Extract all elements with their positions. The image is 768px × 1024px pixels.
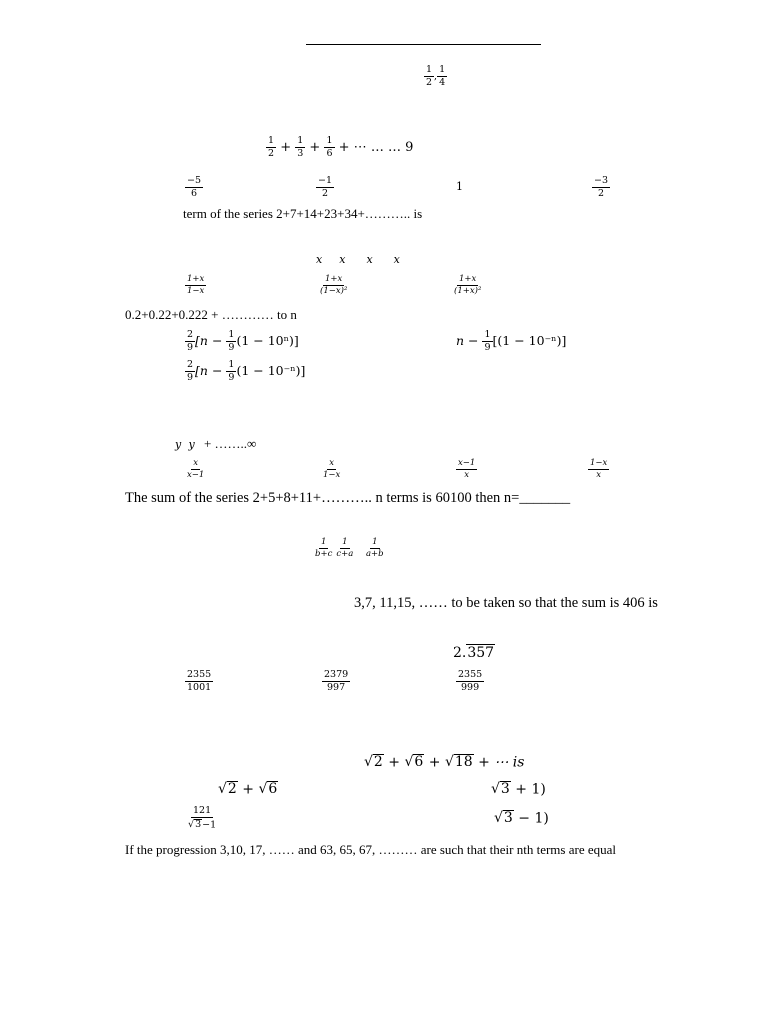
q5-option-c: $\frac{x-1}{x}$ [458, 458, 476, 480]
q1-option-b: $\frac{-1}{2}$ [318, 175, 333, 199]
q10-option-a: √ 2 + √ 6 [218, 781, 278, 798]
title-underline [306, 44, 541, 45]
q3-option-b: $\frac{1+x}{\text{(1−x)²}}$ [320, 274, 348, 296]
q8-text: 3,7, 11,15, …… to be taken so that the sum is 406 is [354, 595, 658, 611]
q4-option-a: $\frac{2}{9}$ [n − $\frac{1}{9}$ (1 − 10ⁿ)] [187, 329, 299, 353]
q7-fractions: $\frac{1}{b+c}$ $\frac{1}{c+a}$ $\frac{1}{a+b}$ [315, 537, 384, 559]
header-frac-1: $\frac{1}{2}$ [426, 64, 433, 88]
q9-option-b: $\frac{2379}{997}$ [324, 669, 349, 693]
q10-option-c: 121 √ 3 −1 [188, 805, 217, 831]
q9-number: 2.357 [453, 645, 495, 661]
q5-option-b: $\frac{x}{1-x}$ [323, 458, 341, 480]
q9-option-c: $\frac{2355}{999}$ [458, 669, 483, 693]
q3-option-c: $\frac{1+x}{\text{(1+x)²}}$ [454, 274, 482, 296]
header-fractions: $\frac{1}{2}$ , $\frac{1}{4}$ [426, 64, 446, 88]
q1-term-2: $\frac{1}{3}$ [297, 135, 304, 159]
q9-option-a: $\frac{2355}{1001}$ [187, 669, 212, 693]
header-frac-2: $\frac{1}{4}$ [439, 64, 446, 88]
q3-vars: x x x x [316, 253, 400, 266]
q4-option-b: n − $\frac{1}{9}$ [(1 − 10⁻ⁿ)] [456, 329, 567, 353]
q4-text: 0.2+0.22+0.222 + ………… to n [125, 307, 297, 322]
q10-series: √ 2 + √ 6 + √ 18 + ⋯ is [364, 754, 525, 771]
q5-option-a: $\frac{x}{x-1}$ [187, 458, 205, 480]
q10-option-d: √ 3 − 1) [494, 810, 549, 827]
q1-option-d: $\frac{-3}{2}$ [594, 175, 609, 199]
q1-option-c: 1 [456, 180, 463, 193]
q11-text: If the progression 3,10, 17, …… and 63, 65, 67, ……… are such that their nth terms are equal [125, 842, 616, 857]
q10-option-b: √ 3 + 1) [491, 781, 546, 798]
q5-option-d: $\frac{1-x}{x}$ [590, 458, 608, 480]
q1-term-3: $\frac{1}{6}$ [326, 135, 333, 159]
q5-series: y y + ……..∞ [175, 436, 257, 451]
q1-option-a: $\frac{-5}{6}$ [187, 175, 202, 199]
q1-term-1: $\frac{1}{2}$ [268, 135, 275, 159]
q2-text: term of the series 2+7+14+23+34+……….. is [183, 206, 423, 221]
q3-option-a: $\frac{1+x}{1-x}$ [187, 274, 205, 296]
q6-text: The sum of the series 2+5+8+11+……….. n terms is 60100 then n=_______ [125, 490, 571, 506]
q4-option-c: $\frac{2}{9}$ [n − $\frac{1}{9}$ (1 − 10⁻ⁿ)] [187, 359, 306, 383]
q1-series: $\frac{1}{2}$ + $\frac{1}{3}$ + $\frac{1}{6}$ + ⋯ … … 9 [268, 135, 414, 159]
